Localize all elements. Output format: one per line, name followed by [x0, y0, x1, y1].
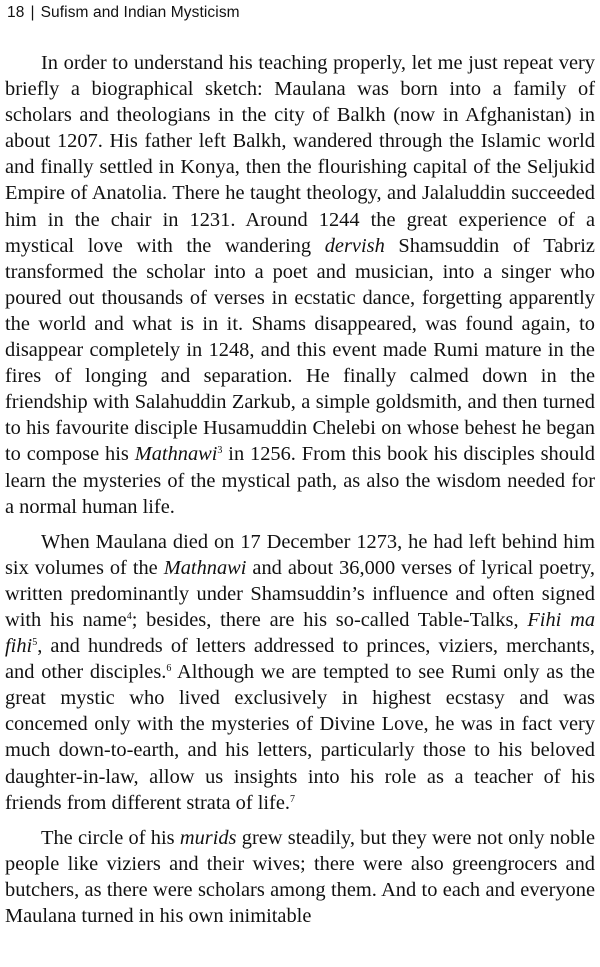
- italic-term: murids: [179, 826, 237, 849]
- text-run: In order to understand his teaching properly, let me just repeat very briefly a biographical sketch: Maulana was born into a family of scholars and theologians in the city of Balkh (now in Afghanistan) in about 1207. His father left Balkh, wandered through the Islamic world and finally settled in Konya, then the flourishing capital of the Seljukid Empire of Anatolia. There he taught theology, and Jalaluddin succeeded him in the chair in 1231. Around 1244 the great experience of a mystical love with the wandering: [5, 52, 595, 257]
- body-text: [5, 50, 595, 929]
- paragraph-3: [5, 825, 595, 929]
- running-head: [7, 4, 240, 22]
- footnote-marker: 5: [32, 637, 38, 649]
- text-run: in 1256. From this book his disciples should learn the mysteries of the mystical path, as also the wisdom needed for a normal human life.: [5, 443, 595, 518]
- text-run: , and hundreds of letters addressed to princes, viziers, merchants, and other disciples.: [5, 635, 595, 684]
- text-run: and about 36,000 verses of lyrical poetry, written predominantly under Shamsuddin’s influence and often signed with his name: [5, 556, 595, 631]
- paragraph-2: [5, 529, 595, 816]
- paragraph-1: [5, 50, 595, 520]
- footnote-marker: 4: [126, 610, 132, 622]
- text-run: grew steadily, but they were not only noble people like viziers and their wives; there were also greengrocers and butchers, as there were scholars among them. And to each and everyone Maulana turned in his own inimitable: [5, 826, 595, 927]
- italic-term: Mathnawi: [163, 556, 247, 579]
- italic-term: Mathnawi: [134, 443, 218, 466]
- book-title: Sufism and Indian Mysticism: [40, 4, 240, 21]
- header-separator: |: [30, 4, 35, 21]
- footnote-marker: 6: [166, 663, 172, 675]
- page-number: 18: [7, 4, 25, 21]
- text-run: Shamsuddin of Tabriz transformed the scholar into a poet and musician, into a singer who poured out thousands of verses in ecstatic dance, forgetting apparently the world and what is in it. Shams disappeared, was found again, to disappear completely in 1248, and this event made Rumi mature in the fires of longing and separation. He finally calmed down in the friendship with Salahuddin Zarkub, a simple goldsmith, and then turned to his favourite disciple Husamuddin Chelebi on whose behest he began to compose his: [5, 234, 595, 466]
- text-run: Although we are tempted to see Rumi only as the great mystic who lived exclusively in highest ecstasy and was concemed only with the mysteries of Divine Love, he was in fact very much down-to-earth, and his letters, particularly those to his beloved daughter-in-law, allow us insights into his role as a teacher of his friends from different strata of life.: [5, 661, 595, 814]
- footnote-marker: 7: [289, 793, 295, 805]
- text-run: ; besides, there are his so-called Table-Talks,: [131, 608, 528, 631]
- italic-term: dervish: [324, 234, 385, 257]
- italic-term: Fihi ma fihi: [5, 608, 596, 658]
- text-run: The circle of his: [41, 826, 180, 849]
- text-run: When Maulana died on 17 December 1273, he had left behind him six volumes of the: [5, 530, 595, 579]
- footnote-marker: 3: [217, 445, 223, 457]
